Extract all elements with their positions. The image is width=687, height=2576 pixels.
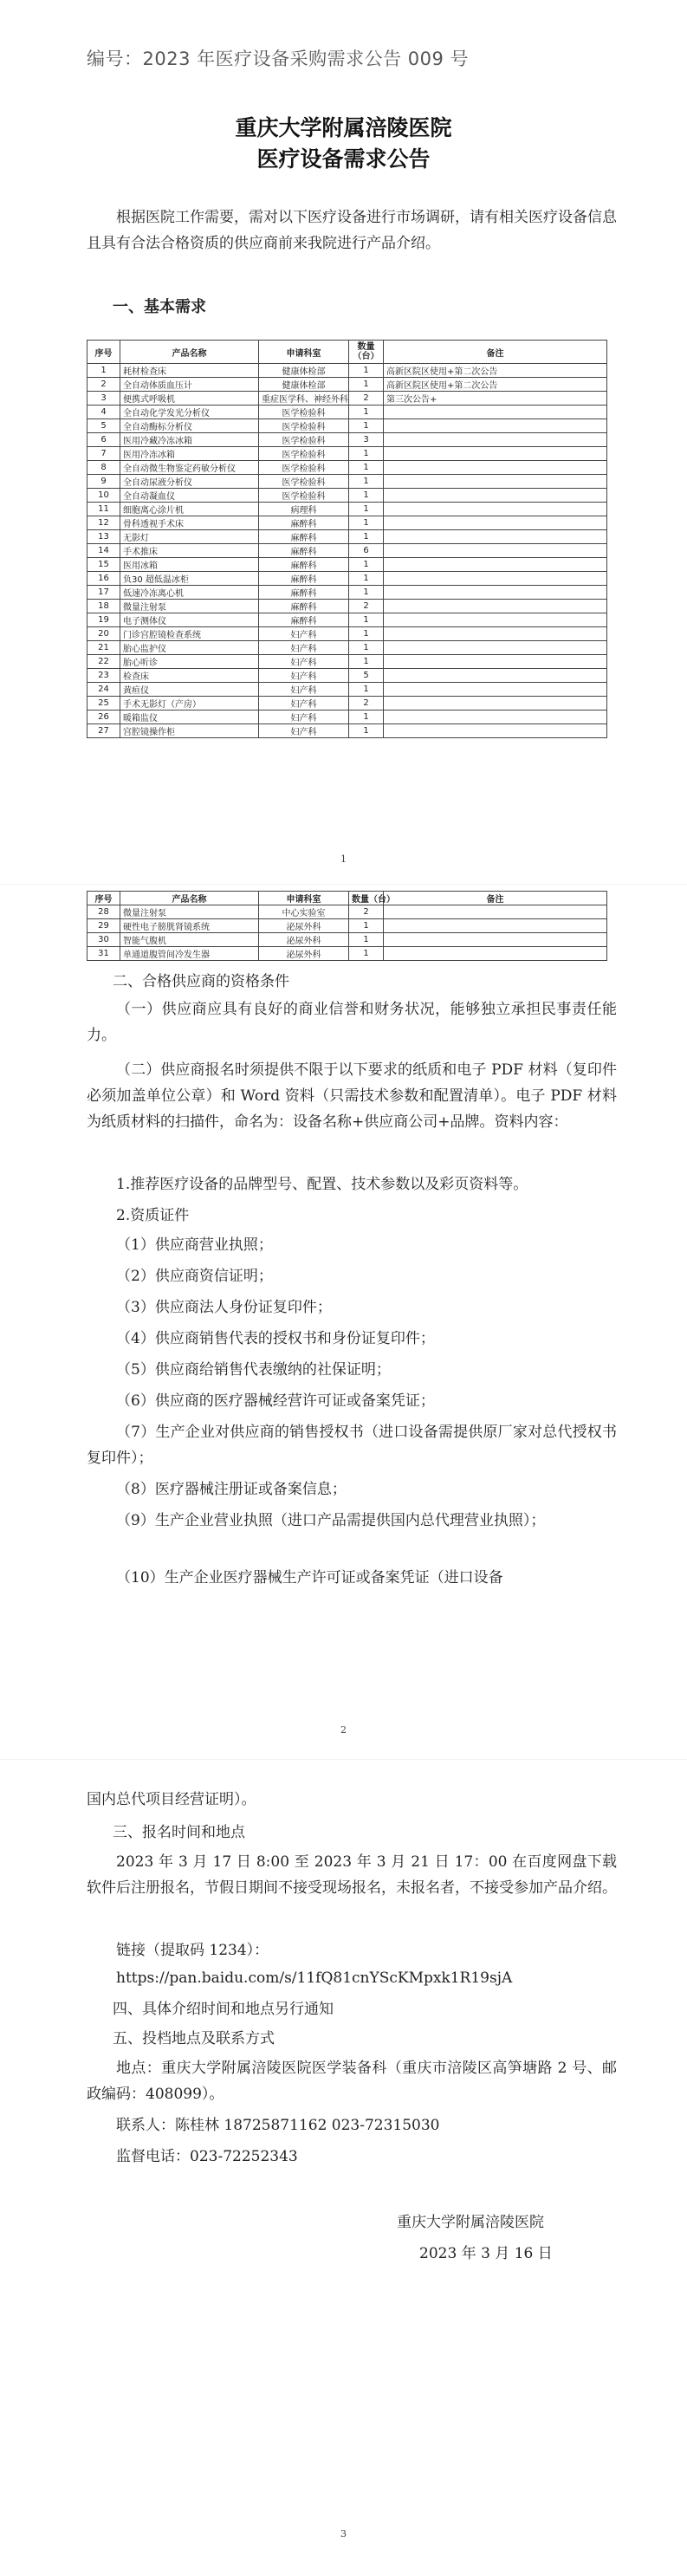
cell-index: 26 — [87, 711, 120, 724]
cell-product: 医用冷藏冷冻冰箱 — [120, 433, 259, 447]
col-header-remark: 备注 — [384, 892, 607, 905]
table-row — [87, 447, 607, 461]
cell-product: 全自动化学发光分析仪 — [120, 406, 259, 419]
cell-remark — [384, 683, 607, 697]
qualification-list-item: （1）供应商营业执照； — [116, 1236, 273, 1254]
cell-index: 1 — [87, 364, 120, 378]
cell-quantity: 1 — [349, 947, 384, 961]
cell-product: 门诊宫腔镜检查系统 — [120, 627, 259, 641]
cell-remark — [384, 530, 607, 544]
cell-department: 麻醉科 — [259, 586, 349, 600]
cell-quantity: 1 — [349, 364, 384, 378]
table-row — [87, 516, 607, 530]
cell-remark: 高新区院区使用+第二次公告 — [384, 378, 607, 392]
cell-index: 20 — [87, 627, 120, 641]
table-row — [87, 461, 607, 475]
cell-product: 微量注射泵 — [120, 905, 259, 919]
cell-quantity: 1 — [349, 641, 384, 655]
cell-department: 医学检验科 — [259, 419, 349, 433]
table-row — [87, 489, 607, 503]
cell-index: 25 — [87, 697, 120, 711]
cell-product: 骨科透视手术床 — [120, 516, 259, 530]
cell-department: 泌尿外科 — [259, 947, 349, 961]
cell-remark — [384, 558, 607, 572]
download-link-label: 链接（提取码 1234）： — [116, 1942, 269, 1959]
cell-remark — [384, 669, 607, 683]
cell-quantity: 6 — [349, 544, 384, 558]
requirement-item-1: 1.推荐医疗设备的品牌型号、配置、技术参数以及彩页资料等。 — [116, 1176, 528, 1193]
page-separator — [0, 1759, 687, 1760]
cell-index: 17 — [87, 586, 120, 600]
cell-quantity: 1 — [349, 627, 384, 641]
cell-index: 21 — [87, 641, 120, 655]
cell-department: 医学检验科 — [259, 475, 349, 489]
cell-quantity: 1 — [349, 933, 384, 947]
cell-quantity: 5 — [349, 669, 384, 683]
cell-department: 医学检验科 — [259, 447, 349, 461]
cell-quantity: 1 — [349, 724, 384, 738]
cell-product: 全自动微生物鉴定药敏分析仪 — [120, 461, 259, 475]
cell-index: 15 — [87, 558, 120, 572]
cell-index: 7 — [87, 447, 120, 461]
cell-quantity: 1 — [349, 683, 384, 697]
cell-index: 14 — [87, 544, 120, 558]
cell-remark — [384, 641, 607, 655]
cell-product: 全自动凝血仪 — [120, 489, 259, 503]
cell-index: 31 — [87, 947, 120, 961]
cell-index: 4 — [87, 406, 120, 419]
continued-text: 国内总代项目经营证明）。 — [87, 1791, 256, 1808]
cell-quantity: 1 — [349, 475, 384, 489]
document-number: 编号：2023 年医疗设备采购需求公告 009 号 — [87, 49, 470, 69]
page-subtitle: 医疗设备需求公告 — [256, 146, 431, 172]
cell-index: 24 — [87, 683, 120, 697]
cell-remark — [384, 586, 607, 600]
table-header-row — [87, 892, 607, 905]
cell-quantity: 1 — [349, 530, 384, 544]
page-number-1: 1 — [340, 853, 347, 865]
cell-product: 检查床 — [120, 669, 259, 683]
cell-remark — [384, 613, 607, 627]
table-header-row — [87, 341, 607, 364]
requirement-item-2: 2.资质证件 — [116, 1207, 190, 1224]
cell-remark: 第三次公告+ — [384, 392, 607, 406]
col-header-department: 申请科室 — [259, 892, 349, 905]
needs-table-2 — [87, 891, 607, 961]
address-paragraph: 地点：重庆大学附属涪陵医院医学装备科（重庆市涪陵区高笋塘路 2 号、邮政编码：408099）。 — [87, 2060, 617, 2103]
cell-department: 病理科 — [259, 503, 349, 516]
table-row — [87, 475, 607, 489]
col-header-quantity: 数量（台） — [349, 341, 384, 364]
col-header-product: 产品名称 — [120, 892, 259, 905]
cell-quantity: 1 — [349, 919, 384, 933]
cell-department: 麻醉科 — [259, 544, 349, 558]
table-row — [87, 724, 607, 738]
table-row — [87, 947, 607, 961]
contact-line: 联系人：陈桂林 18725871162 023-72315030 — [116, 2117, 440, 2134]
cell-index: 27 — [87, 724, 120, 738]
needs-table-1 — [87, 340, 607, 738]
section-presentation: 四、具体介绍时间和地点另行通知 — [113, 2001, 334, 2018]
cell-quantity: 1 — [349, 406, 384, 419]
cell-department: 妇产科 — [259, 683, 349, 697]
table-row — [87, 503, 607, 516]
table-row — [87, 697, 607, 711]
cell-department: 泌尿外科 — [259, 933, 349, 947]
cell-remark — [384, 905, 607, 919]
cell-index: 28 — [87, 905, 120, 919]
download-link[interactable]: https://pan.baidu.com/s/11fQ81cnYScKMpxk1R19sjA — [116, 1969, 513, 1987]
cell-index: 16 — [87, 572, 120, 586]
col-header-index: 序号 — [87, 892, 120, 905]
cell-quantity: 1 — [349, 572, 384, 586]
col-header-remark: 备注 — [384, 341, 607, 364]
cell-product: 全自动体质血压计 — [120, 378, 259, 392]
cell-quantity: 1 — [349, 489, 384, 503]
signature-date: 2023 年 3 月 16 日 — [419, 2245, 553, 2262]
cell-index: 13 — [87, 530, 120, 544]
cell-index: 6 — [87, 433, 120, 447]
cell-remark — [384, 461, 607, 475]
cell-product: 手术无影灯（产房） — [120, 697, 259, 711]
cell-product: 全自动酶标分析仪 — [120, 419, 259, 433]
cell-department: 麻醉科 — [259, 558, 349, 572]
table-row — [87, 933, 607, 947]
col-header-index: 序号 — [87, 341, 120, 364]
cell-index: 2 — [87, 378, 120, 392]
cell-department: 医学检验科 — [259, 406, 349, 419]
cell-department: 中心实验室 — [259, 905, 349, 919]
table-row — [87, 419, 607, 433]
cell-department: 医学检验科 — [259, 461, 349, 475]
col-header-department: 申请科室 — [259, 341, 349, 364]
cell-quantity: 2 — [349, 600, 384, 613]
cell-department: 麻醉科 — [259, 600, 349, 613]
cell-department: 健康体检部 — [259, 378, 349, 392]
cell-product: 负30 超低温冰柜 — [120, 572, 259, 586]
cell-department: 妇产科 — [259, 724, 349, 738]
cell-remark — [384, 919, 607, 933]
cell-remark — [384, 933, 607, 947]
table-row — [87, 655, 607, 669]
cell-department: 麻醉科 — [259, 516, 349, 530]
cell-remark — [384, 947, 607, 961]
cell-department: 麻醉科 — [259, 530, 349, 544]
cell-remark — [384, 655, 607, 669]
col-header-quantity: 数量（台） — [349, 892, 384, 905]
cell-index: 19 — [87, 613, 120, 627]
cell-department: 麻醉科 — [259, 572, 349, 586]
cell-remark — [384, 475, 607, 489]
cell-index: 12 — [87, 516, 120, 530]
qualification-list-item: （3）供应商法人身份证复印件； — [116, 1299, 332, 1316]
table-row — [87, 544, 607, 558]
cell-quantity: 1 — [349, 447, 384, 461]
table-row — [87, 669, 607, 683]
cell-product: 智能气腹机 — [120, 933, 259, 947]
cell-department: 医学检验科 — [259, 489, 349, 503]
cell-product: 单通道腹管间冷发生器 — [120, 947, 259, 961]
cell-product: 电子测体仪 — [120, 613, 259, 627]
section-basic-needs: 一、基本需求 — [113, 298, 206, 316]
cell-department: 妇产科 — [259, 655, 349, 669]
cell-remark — [384, 600, 607, 613]
page-title: 重庆大学附属涪陵医院 — [235, 115, 452, 140]
cell-quantity: 3 — [349, 433, 384, 447]
cell-quantity: 1 — [349, 516, 384, 530]
cell-product: 暖箱监仪 — [120, 711, 259, 724]
qualification-list-item: （2）供应商资信证明； — [116, 1268, 273, 1285]
cell-quantity: 1 — [349, 711, 384, 724]
table-row — [87, 392, 607, 406]
cell-quantity: 1 — [349, 655, 384, 669]
cell-product: 耗材检查床 — [120, 364, 259, 378]
cell-quantity: 1 — [349, 558, 384, 572]
table-row — [87, 558, 607, 572]
cell-remark — [384, 724, 607, 738]
table-row — [87, 905, 607, 919]
cell-remark — [384, 572, 607, 586]
table-row — [87, 600, 607, 613]
intro-paragraph: 根据医院工作需要，需对以下医疗设备进行市场调研，请有相关医疗设备信息且具有合法合格资质的供应商前来我院进行产品介绍。 — [87, 209, 617, 252]
qualification-list-item: （10）生产企业医疗器械生产许可证或备案凭证（进口设备 — [116, 1569, 503, 1586]
cell-remark: 高新区院区使用+第二次公告 — [384, 364, 607, 378]
cell-index: 23 — [87, 669, 120, 683]
cell-remark — [384, 433, 607, 447]
cell-department: 妇产科 — [259, 697, 349, 711]
table-row — [87, 378, 607, 392]
cell-quantity: 1 — [349, 613, 384, 627]
cell-product: 胎心监护仪 — [120, 641, 259, 655]
qualification-list-item: （4）供应商销售代表的授权书和身份证复印件； — [116, 1330, 435, 1347]
cell-remark — [384, 419, 607, 433]
cell-quantity: 2 — [349, 697, 384, 711]
section-contact: 五、投档地点及联系方式 — [113, 2030, 275, 2047]
cell-product: 细胞离心涂片机 — [120, 503, 259, 516]
section-registration: 三、报名时间和地点 — [113, 1824, 245, 1841]
table-row — [87, 433, 607, 447]
cell-index: 8 — [87, 461, 120, 475]
cell-remark — [384, 697, 607, 711]
page-number-2: 2 — [340, 1724, 347, 1736]
cell-quantity: 1 — [349, 461, 384, 475]
cell-index: 30 — [87, 933, 120, 947]
cell-department: 妇产科 — [259, 711, 349, 724]
cell-index: 29 — [87, 919, 120, 933]
cell-index: 18 — [87, 600, 120, 613]
qualification-list-item: （5）供应商给销售代表缴纳的社保证明； — [116, 1361, 391, 1379]
cell-quantity: 1 — [349, 378, 384, 392]
table-row — [87, 641, 607, 655]
cell-quantity: 1 — [349, 503, 384, 516]
cell-remark — [384, 489, 607, 503]
cell-remark — [384, 711, 607, 724]
cell-remark — [384, 447, 607, 461]
table-row — [87, 572, 607, 586]
section-qualifications: 二、合格供应商的资格条件 — [113, 973, 289, 990]
cell-quantity: 2 — [349, 392, 384, 406]
cell-remark — [384, 516, 607, 530]
table-row — [87, 711, 607, 724]
table-row — [87, 364, 607, 378]
table-row — [87, 586, 607, 600]
cell-index: 22 — [87, 655, 120, 669]
cell-quantity: 2 — [349, 905, 384, 919]
cell-product: 低速冷冻离心机 — [120, 586, 259, 600]
cell-product: 胎心听诊 — [120, 655, 259, 669]
col-header-product: 产品名称 — [120, 341, 259, 364]
cell-index: 10 — [87, 489, 120, 503]
supervision-phone: 监督电话：023-72252343 — [116, 2148, 298, 2165]
cell-product: 手术推床 — [120, 544, 259, 558]
qualification-2: （二）供应商报名时须提供不限于以下要求的纸质和电子 PDF 材料（复印件必须加盖单位公章）和 Word 资料（只需技术参数和配置清单）。电子 PDF 材料为纸质材料的扫描件，命名为：设备名称+供应商公司+品牌。资料内容： — [87, 1061, 617, 1131]
table-row — [87, 683, 607, 697]
cell-index: 5 — [87, 419, 120, 433]
cell-product: 微量注射泵 — [120, 600, 259, 613]
cell-remark — [384, 627, 607, 641]
signature-organization: 重庆大学附属涪陵医院 — [397, 2214, 544, 2231]
cell-department: 妇产科 — [259, 627, 349, 641]
cell-department: 妇产科 — [259, 641, 349, 655]
qualification-list-item: （7）生产企业对供应商的销售授权书（进口设备需提供原厂家对总代授权书复印件）； — [87, 1424, 617, 1467]
cell-department: 医学检验科 — [259, 433, 349, 447]
cell-product: 医用冰箱 — [120, 558, 259, 572]
registration-paragraph: 2023 年 3 月 17 日 8:00 至 2023 年 3 月 21 日 17：00 在百度网盘下载软件后注册报名，节假日期间不接受现场报名，未报名者，不接受参加产品介绍。 — [87, 1853, 617, 1897]
cell-remark — [384, 544, 607, 558]
page-separator — [0, 884, 687, 885]
qualification-list-item: （8）医疗器械注册证或备案信息； — [116, 1481, 347, 1498]
cell-remark — [384, 503, 607, 516]
cell-department: 妇产科 — [259, 669, 349, 683]
cell-index: 9 — [87, 475, 120, 489]
qualification-1: （一）供应商应具有良好的商业信誉和财务状况，能够独立承担民事责任能力。 — [87, 1001, 617, 1044]
table-row — [87, 406, 607, 419]
table-row — [87, 919, 607, 933]
cell-product: 便携式呼吸机 — [120, 392, 259, 406]
cell-product: 宫腔镜操作柜 — [120, 724, 259, 738]
cell-product: 全自动尿液分析仪 — [120, 475, 259, 489]
cell-quantity: 1 — [349, 419, 384, 433]
qualification-list-item: （6）供应商的医疗器械经营许可证或备案凭证； — [116, 1392, 435, 1410]
cell-product: 黄疸仪 — [120, 683, 259, 697]
cell-product: 医用冷冻冰箱 — [120, 447, 259, 461]
cell-department: 麻醉科 — [259, 613, 349, 627]
table-row — [87, 627, 607, 641]
cell-product: 无影灯 — [120, 530, 259, 544]
cell-index: 11 — [87, 503, 120, 516]
cell-department: 重症医学科、神经外科 — [259, 392, 349, 406]
cell-department: 泌尿外科 — [259, 919, 349, 933]
cell-product: 硬性电子膀胱肾镜系统 — [120, 919, 259, 933]
cell-quantity: 1 — [349, 586, 384, 600]
cell-department: 健康体检部 — [259, 364, 349, 378]
page-number-3: 3 — [340, 2528, 347, 2540]
table-row — [87, 530, 607, 544]
cell-index: 3 — [87, 392, 120, 406]
table-row — [87, 613, 607, 627]
cell-remark — [384, 406, 607, 419]
qualification-list-item: （9）生产企业营业执照（进口产品需提供国内总代理营业执照）； — [116, 1512, 546, 1529]
